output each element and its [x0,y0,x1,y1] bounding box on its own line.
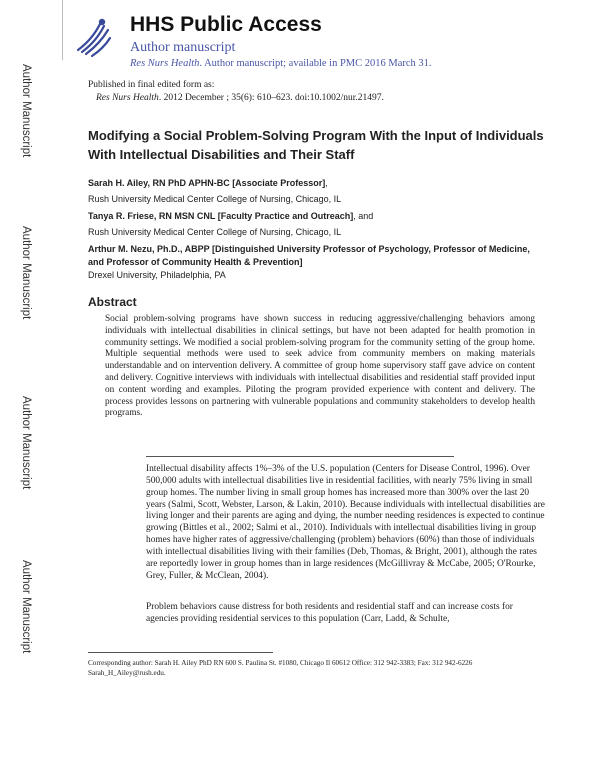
author-name: Tanya R. Friese, RN MSN CNL [Faculty Practice and Outreach] [88,211,354,221]
citation-journal: Res Nurs Health [96,93,159,103]
author-block [88,177,548,206]
body-paragraph-1: Intellectual disability affects 1%–3% of the U.S. population (Centers for Disease Control, 1996). Over 500,000 adults with intellectual disabilities live in residential facilities, with nearly 75% living in small group homes. The number living in small group homes has increased more than 300% over the last 20 years (Salmi, Scott, Webster, Larson, & Lakin, 2010). Because individuals with intellectual disabilities are living longer and their parents are aging and dying, the number needing residences is expected to continue growing (Bittles et al., 2002; Salmi et al., 2010). Individuals with intellectual disabilities living in group homes have higher rates of aggressive/challenging (problem) behaviors (60%) than those of individuals with intellectual disabilities living with their families (Deb, Thomas, & Bright, 2001), although the rates are reportedly lower in group homes than in large residences (McGillivray & McCabe, 2005; O'Rourke, Grey, Fuller, & McClean, 2004). [146,464,545,581]
abstract-divider [146,456,454,457]
availability-text: . Author manuscript; available in PMC 2016 March 31. [199,58,432,69]
author-manuscript-label: Author manuscript [130,40,236,55]
author-name: Sarah H. Ailey, RN PhD APHN-BC [Associate Professor] [88,178,326,188]
author-name: Arthur M. Nezu, Ph.D., ABPP [Distinguished University Professor of Psychology, Professor of Medicine, and Professor of Community Health & Prevention] [88,244,530,267]
hhs-eagle-logo-icon [72,14,114,60]
journal-abbrev: Res Nurs Health [130,58,200,69]
header-divider [62,0,63,60]
author-suffix: , and [353,211,374,221]
author-block [88,210,548,239]
citation-details: . 2012 December ; 35(6): 610–623. doi:10.1002/nur.21497. [158,93,384,103]
sidebar-label-2: Author Manuscript [20,226,32,320]
hhs-public-access-title: HHS Public Access [130,13,322,36]
footnote-email: Sarah_H_Ailey@rush.edu. [88,668,166,677]
sidebar-label-4: Author Manuscript [20,560,32,654]
pmc-availability-line [130,58,432,69]
author-block [88,243,548,282]
abstract-heading: Abstract [88,295,137,309]
published-label: Published in final edited form as: [88,80,215,90]
corresponding-author-footnote [88,659,548,678]
author-suffix: , [325,178,328,188]
citation [96,93,384,103]
abstract-text: Social problem-solving programs have shown success in reducing aggressive/challenging behaviors among individuals with intellectual disabilities in clinical settings, but have not been adapted for health promotion in community settings. We modified a social problem-solving program for the community setting of the group home. Multiple sequential methods were used to seek advice from community members on making materials understandable and on intervention delivery. A committee of group home supervisory staff gave advice on content and delivery. Cognitive interviews with individuals with intellectual disabilities and residential staff provided input on content wording and examples. Piloting the program provided experience with content and delivery. The process provides lessons on partnering with vulnerable populations and community stakeholders to develop health programs. [105,314,535,419]
footnote-line-1: Corresponding author: Sarah H. Ailey PhD RN 600 S. Paulina St. #1080, Chicago Il 60612 Office: 312 942-3383; Fax: 312 942-6226 [88,659,473,667]
author-manuscript-sidebar [0,0,60,776]
author-affiliation: Rush University Medical Center College of Nursing, Chicago, IL [88,227,342,237]
sidebar-label-1: Author Manuscript [20,64,32,158]
sidebar-label-3: Author Manuscript [20,396,32,490]
author-affiliation: Rush University Medical Center College of Nursing, Chicago, IL [88,194,342,204]
body-paragraph-2: Problem behaviors cause distress for both residents and residential staff and can increase costs for agencies providing residential services to this population (Carr, Ladd, & Schulte, [146,602,513,624]
paper-title: Modifying a Social Problem-Solving Program With the Input of Individuals With Intellectual Disabilities and Their Staff [88,128,544,162]
footnote-divider [88,652,273,653]
author-affiliation: Drexel University, Philadelphia, PA [88,270,226,280]
